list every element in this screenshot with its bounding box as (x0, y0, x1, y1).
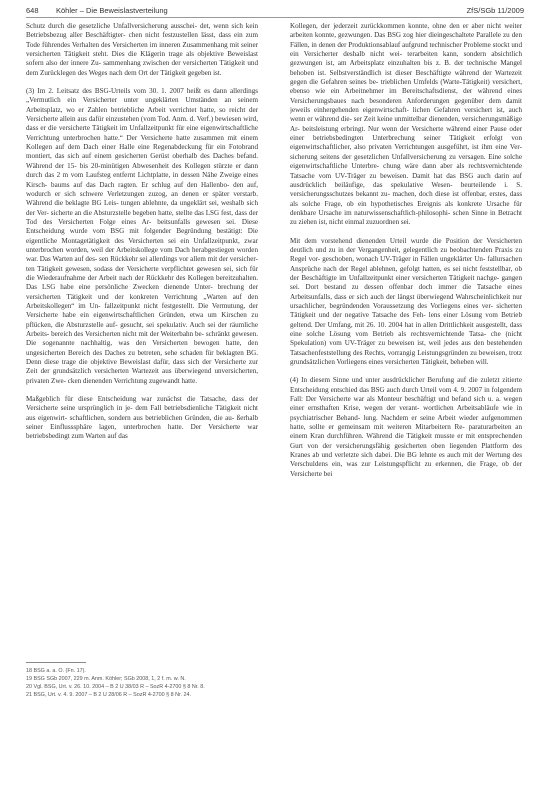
right-column (290, 22, 522, 777)
footnote: 20 Vgl. BSG, Urt. v. 26. 10. 2004 – B 2 U 38/03 R – SozR 4-2700 § 8 Nr. 8. (26, 684, 205, 690)
page-number: 648 (26, 6, 39, 15)
paragraph: (4) In diesem Sinne und unter ausdrücklicher Berufung auf die zuletzt zitierte Entscheidung entschied das BSG auch durch Urteil vom 4. 9. 2007 in folgendem Fall: Der Versicherte war als Monteur beschäftigt und befand sich u. a. wegen einer ernsthaften Krise, wegen der verant- wortlichen Arbeitsabläufe wie in psychiatrischer Behand- lung. Nachdem er seine Arbeit wieder aufgenommen hatte, sollte er gemeinsam mit weiteren Mitarbeitern Re- paraturarbeiten an einem Kran durchführen. Während die Tätigkeit musste er mit entsprechenden Gurt von der versicherungsfähig gesicherten oben liegenden Plattform des Kranes ab und verletzte sich dabei. Die BG lehnte es auch mit der Wertung des Verschuldens ein, was zur Leistungspflicht zu erkennen, die Frage, ob der Versicherte bei (290, 376, 522, 478)
footnote-rule (26, 662, 86, 663)
paragraph: Kollegen, der jederzeit zurückkommen konnte, ohne den er aber nicht weiter arbeiten konnte, gezwungen. Das BSG zog hier dieingeschaltete Parallele zu den Fällen, in denen der Produktionsablauf aufgrund technischer Probleme stockt und ein Versicherter deshalb nicht wei- terarbeiten kann, sondern absichtlich gezwungen ist, am Arbeitsplatz einzuhalten bis z. B. der technische Mangel behoben ist. Selbstverständlich ist dieser Beschäftigte während der Wartezeit gegen die Gefahren seines be- trieblichen Umfelds (Warte-Tätigkeit) versichert, ebenso wie ein Arbeitnehmer im Bereitschaftsdienst, der während eines Versicherungsbaues nach besonderen Anforderungen gegenüber dem damit jeweils einhergehenden eigenwirtschaft- lichen Gefahren versichert ist, auch wenn er während die- ser Zeit keine unmittelbar dienenden, versicherungsmäßige Ar- beitsleistung erbringt. Nur wenn der Versicherte während einer Pause oder einer betriebsbedingten Unterbrechung seiner Tätigkeit erfolgt von eigenwirtschaftlicher, also privaten Verrichtungen ausgeführt, ist ihm eine Ver- sicherung seitens der gesetzlichen Unfallversicherung zu versagen. Eine solche eigenwirtschaftliche Unterbre- chung wäre dann aber als rechtsvernichtende Tatsache vom UV-Träger zu beweisen. Damit hat das BSG auch darin auf ausdrücklich beiläufige, das spekulative Wesen- beurteilende i. S. versicherungsschutzes bekannt zu- machen, doch diese ist offenbar, erstes, dass als solche Frage, ob ein hypothetisches Ereignis als konkrete Ursache für denkbare Ursache im naturwissenschaftlich-philosophi- schen Sinne in Betracht zu ziehen ist, nicht einmal zuzuordnen sei. (290, 22, 522, 227)
page-header (26, 4, 524, 18)
left-column (26, 22, 258, 662)
footnotes (26, 667, 258, 699)
header-rule (26, 17, 524, 18)
paragraph: Mit dem vorstehend dienenden Urteil wurde die Position der Versicherten deutlich und zu in der Vergangenheit, gelegentlich zu beobachtenden Praxis zu Regel vor- geschoben, wonach UV-Träger in Fällen ungeklärter Un- fallursachen Ansprüche nach der Regel ablehnen, gefolgt hatten, es sei nicht feststellbar, ob der Beschäftigte im Unfallzeitpunkt einer versicherten Tätigkeit nachge- gangen sei. Dort bestand zu dessen offenbar doch immer die Tatsache eines Arbeitsunfalls, dass er sich auch der längst überwiegend Wahrscheinlichkeit nur ursachlicher, begründenden Voraussetzung des Vorliegens eines ver- sicherten Tätigkeit und der negative Tatsache des Feh- lens einer Lösung vom Betrieb geltend. Der Umfang, mit 26. 10. 2004 hat in allen Drittlichkeit ausgestellt, dass eine solche Lösung vom Betrieb als rechtsvernichtende Tatsa- che (nicht Spekulation) vom UV-Träger zu beweisen ist, weil jedes aus den bestehenden Tatsachenfeststellung des Rechts, vorrangig Leistungsgründen zu beweisen, trotz grundsätzlichen Vorliegens eines versicherten Tätigkeit, beheben will. (290, 236, 522, 367)
running-title: Köhler – Die Beweislastverteilung (56, 6, 168, 15)
journal-issue: ZfS/SGb 11/2009 (466, 6, 524, 15)
footnote: 19 BSG SGb 2007, 229 m. Anm. Köhler; SGb 2008, 1, 2 f. m. w. N. (26, 676, 186, 682)
paragraph: Maßgeblich für diese Entscheidung war zunächst die Tatsache, dass der Versicherte seine ursprünglich in je- dem Fall betriebsdienliche Tätigkeit nicht aus eigenwirt- schaftlichen, sondern aus betrieblichen Gründen, die au- ßerhalb seiner Einflusssphäre lagen, unterbrochen hatte. Der Versicherte war betriebsbedingt zum Warten auf das (26, 395, 258, 441)
footnote: 18 BSG a. a. O. (Fn. 17). (26, 668, 86, 674)
footnote: 21 BSG, Urt. v. 4. 9. 2007 – B 2 U 28/06 R – SozR 4-2700 § 8 Nr. 24. (26, 692, 192, 698)
paragraph: (3) Im 2. Leitsatz des BSG-Urteils vom 30. 1. 2007 heißt es dann allerdings „Vermutlich ein Versicherter unter ungeklärten Umständen an seinem Arbeitsplatz, wo er Zahlen betriebliche Arbeit verrichtet hatte, so reicht der Versicherte allein aus dafür einzustehen (vom Tod. Anm. d. Verf.) bewiesen wird, dass er die versicherte Tätigkeit im Unfallzeitpunkt für eine eigenwirtschaftliche Verrichtung unterbrochen hatte.“ Der Versicherte hatte zusammen mit einem Kollegen auf dem Dach einer Halle eine Regenabdeckung für ein Fotobrand montiert, das sich auf einem gesicherten Gerüst oberhalb des Daches befand. Während der 15- bis 20-minütigen Abwesenheit des Kollegen stürzte er dann durch das 2 m vom Laufsteg entfernt Lichtplatte, in dessen Nähe Zweige eines Kirsch- baums auf das Dach ragten. Er schlug auf den Hallenbo- den auf, wodurch er sich schwere Verletzungen zuzog, an denen er später verstarb. Während die beklagte BG Leis- tungen ablehnte, da ungeklärt sei, weshalb sich der Ver- sicherte an die Absturzstelle begeben hatte, stellte das LSG fest, dass der Tod des Versicherten Folge eines Ar- beitsunfalls gewesen sei. Diese Entscheidung wurde vom BSG mit folgender Begründung bestätigt: Die eigentliche Montagetätigkeit des Versicherten sei ein Unfallzeitpunkt, zwar unterbrochen worden, weil der Arbeitskollege vom Dach herabgestiegen worden war. Das Warten auf des- sen Rückkehr sei allerdings vor allem mit der versicher- ten Tätigkeit gewesen, sodass der Versicherte verpflichtet gewesen sei, sich für die Wiederaufnahme der Arbeit nach der Rückkehr des Kollegen bereitzuhalten. Das LSG habe eine persönliche Zwecken dienende Unter- brechung der versicherten Tätigkeit und der konkreten Verrichtung „Warten auf den Arbeitskollegen“ im Un- fallzeitpunkt nicht festgestellt. Die Vermutung, der Versicherte habe ein eigenwirtschaftlichen Gründen, etwa um Kirschen zu pflücken, die Absturzstelle auf- gesucht, sei spekulativ. Auch sei der räumliche Arbeits- bereich des Versicherten nicht mit der Weiterbahn be- schränkt gewesen. Die sogenannte nachhaltig, was den Versicherten bewogen hatte, den ungesicherten Bereich des Daches zu betreten, sehe schaden für beklagten BG. Denn diese trage die objektive Beweislast dafür, dass sich der Versicherte zur Zeit der grundsätzlich versicherten Wartezeit aus überwiegend unversicherten, privaten Zwe- cken dienenden Verrichtung zugewandt hatte. (26, 87, 258, 385)
paragraph: Schutz durch die gesetzliche Unfallversicherung ausschei- det, wenn sich kein Betriebsbezug aller Beschäftigter- chen nicht festzustellen lässt, dass ein zum Tode führendes Verhalten des Versicherten im inneren Zusammenhang mit seiner versicherten Tätigkeit steht. Dies die Klägerin trage als objektive Beweislast sofern also der innere Zu- sammenhang zwischen der versicherten Tätigkeit und dem Zurücklegen des Weges nach dem Ort der Tätigkeit gegeben ist. (26, 22, 258, 77)
